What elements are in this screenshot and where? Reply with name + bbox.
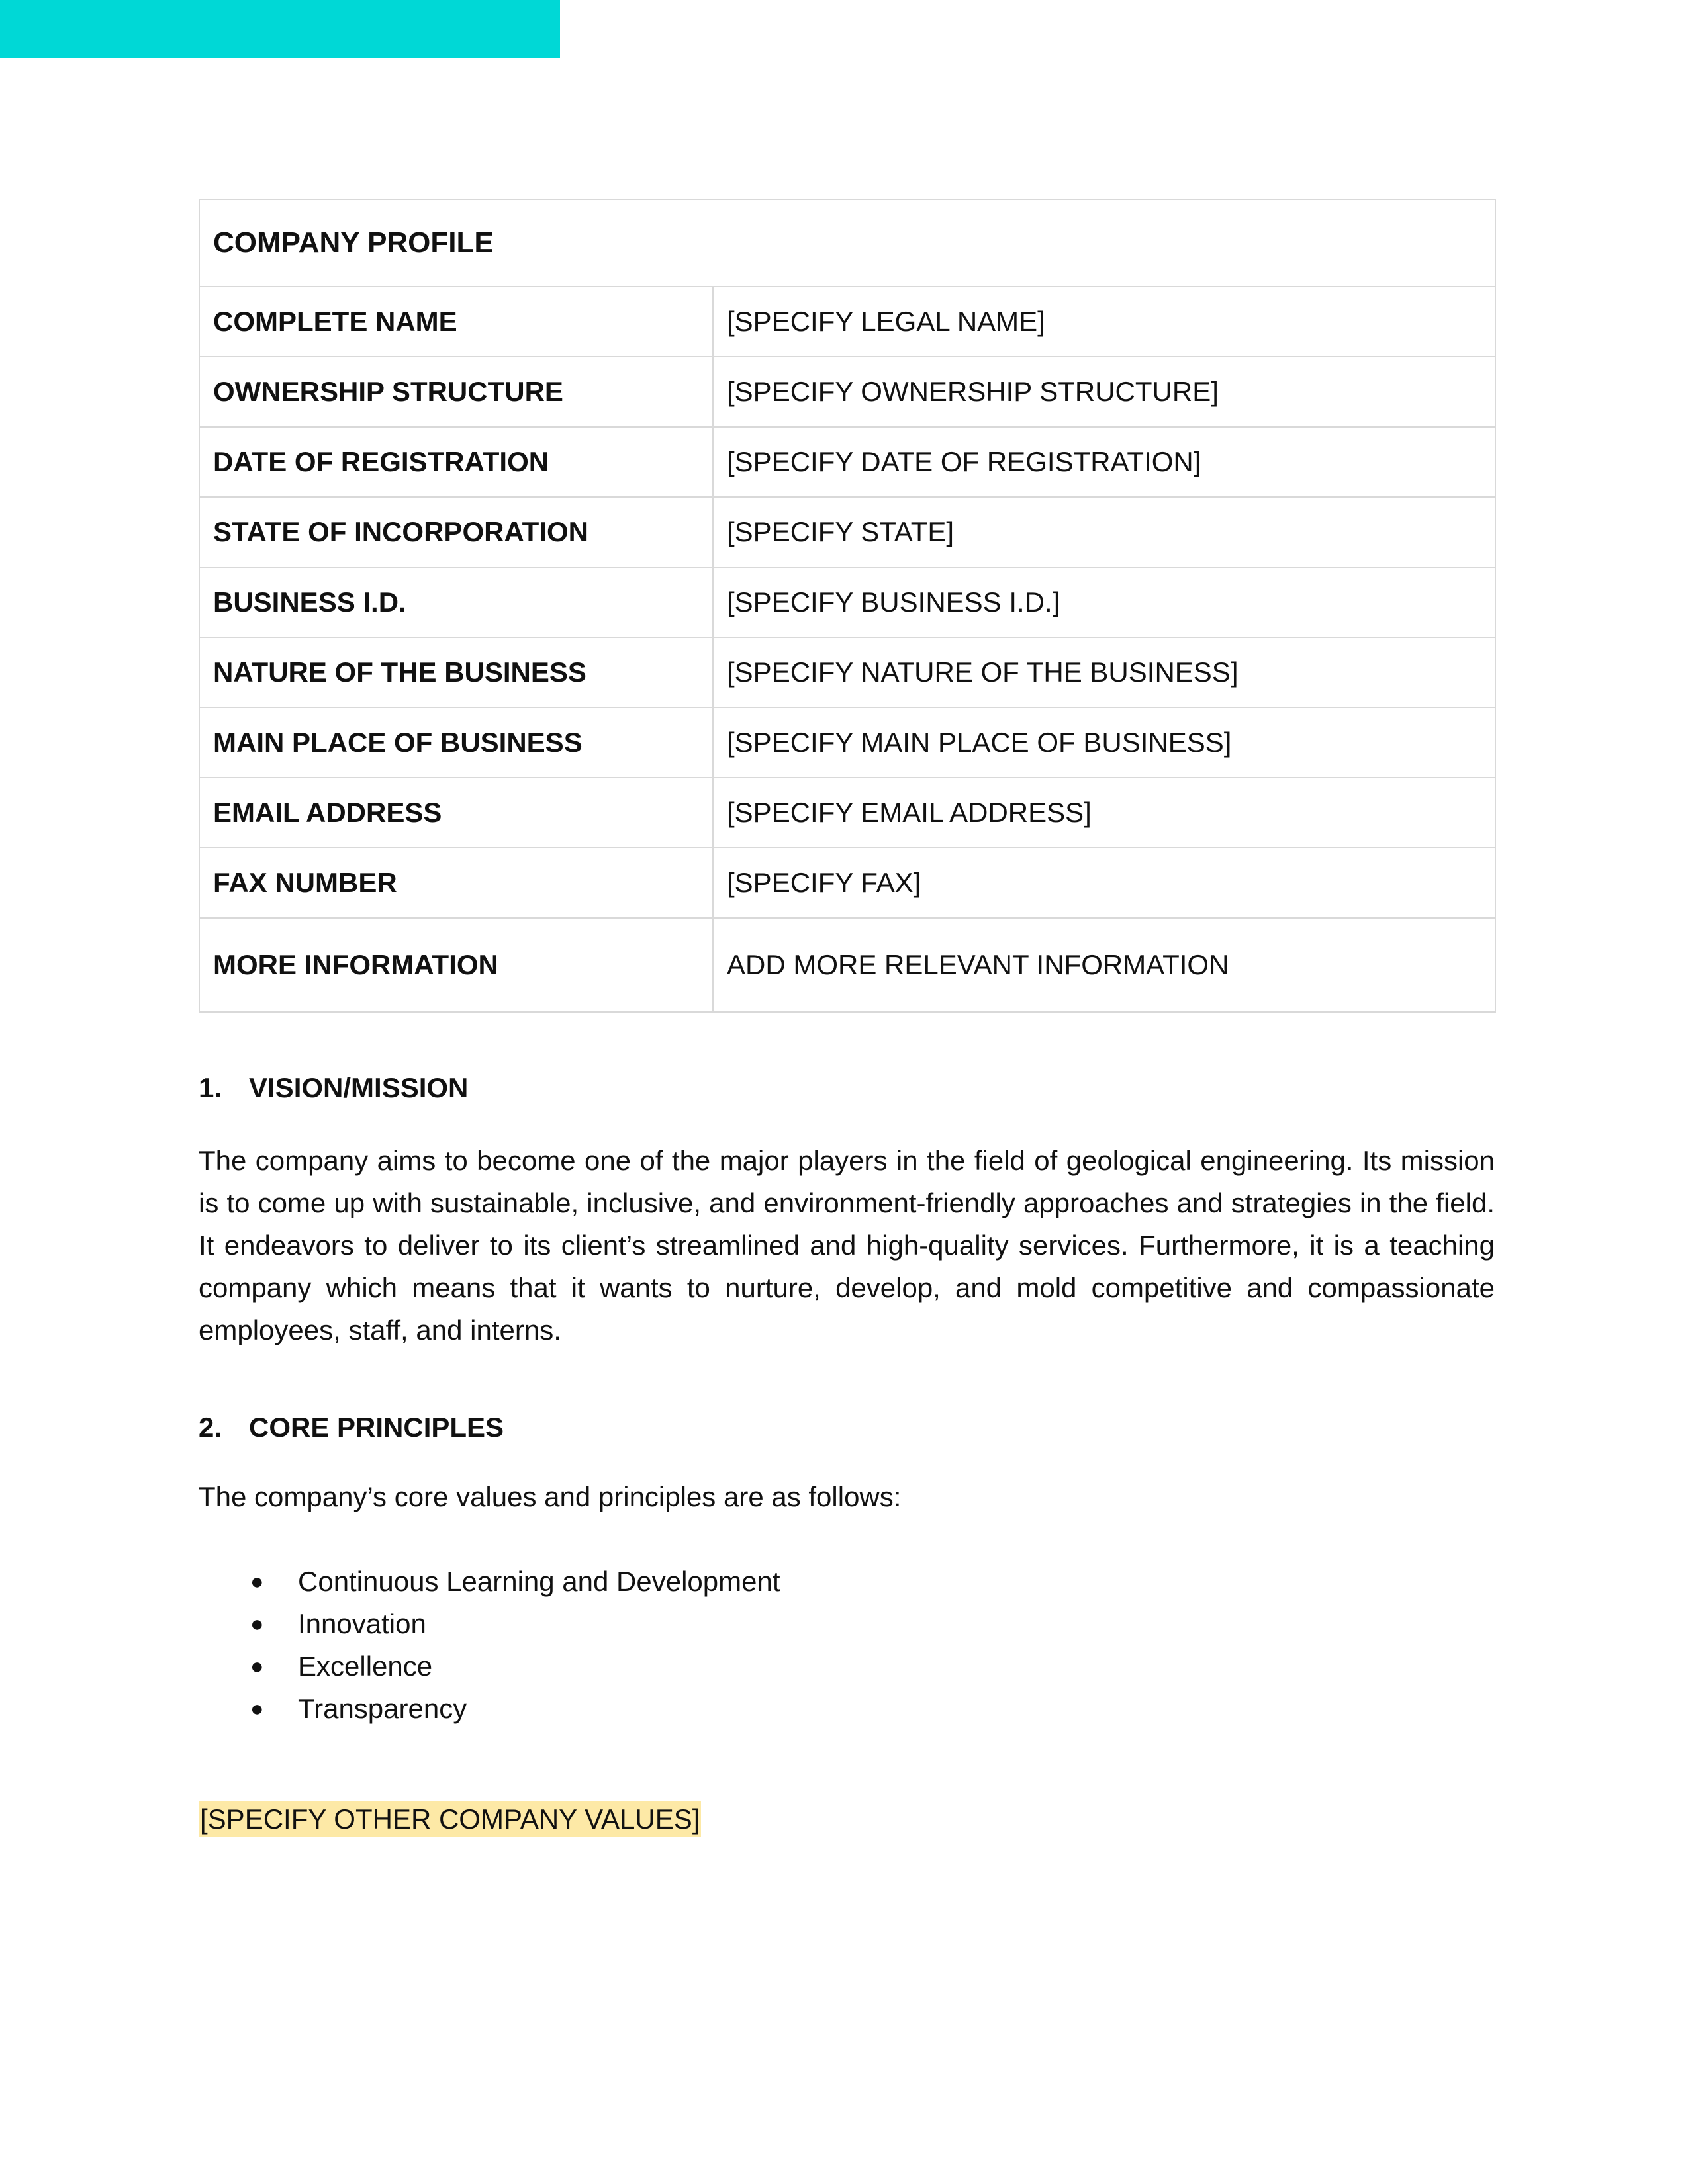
row-value: [SPECIFY FAX] [713, 848, 1495, 918]
principles-intro: The company’s core values and principles are as follows: [199, 1481, 902, 1512]
table-row [199, 778, 1495, 848]
section-number: 1. [199, 1072, 222, 1103]
bullet-icon: ● [250, 1569, 264, 1594]
list-item-text: Innovation [298, 1608, 426, 1639]
row-label: MAIN PLACE OF BUSINESS [199, 707, 713, 778]
row-label: DATE OF REGISTRATION [199, 427, 713, 497]
table-row [199, 567, 1495, 637]
list-item [199, 1561, 780, 1603]
table-title-row [199, 199, 1495, 287]
table-row [199, 637, 1495, 707]
section-title: CORE PRINCIPLES [249, 1412, 504, 1443]
list-item [199, 1603, 780, 1645]
list-item-text: Transparency [298, 1693, 467, 1724]
list-item [199, 1688, 780, 1730]
section-heading-vision [199, 1072, 468, 1104]
document-page [199, 199, 1495, 1835]
row-value: [SPECIFY EMAIL ADDRESS] [713, 778, 1495, 848]
list-item [199, 1645, 780, 1688]
list-item-text: Excellence [298, 1651, 433, 1682]
row-value: [SPECIFY STATE] [713, 497, 1495, 567]
company-profile-table [199, 199, 1496, 1013]
row-label: MORE INFORMATION [199, 918, 713, 1012]
other-values-placeholder: [SPECIFY OTHER COMPANY VALUES] [199, 1801, 701, 1837]
row-value: [SPECIFY BUSINESS I.D.] [713, 567, 1495, 637]
row-value: [SPECIFY LEGAL NAME] [713, 287, 1495, 357]
bullet-icon: ● [250, 1612, 264, 1637]
row-label: COMPLETE NAME [199, 287, 713, 357]
table-row [199, 848, 1495, 918]
row-value: [SPECIFY DATE OF REGISTRATION] [713, 427, 1495, 497]
core-values-list [199, 1561, 780, 1730]
table-row [199, 707, 1495, 778]
section-number: 2. [199, 1412, 222, 1443]
bullet-icon: ● [250, 1654, 264, 1679]
table-row [199, 287, 1495, 357]
table-row [199, 427, 1495, 497]
row-label: OWNERSHIP STRUCTURE [199, 357, 713, 427]
accent-bar [0, 0, 560, 58]
row-label: STATE OF INCORPORATION [199, 497, 713, 567]
row-label: FAX NUMBER [199, 848, 713, 918]
row-label: BUSINESS I.D. [199, 567, 713, 637]
bullet-icon: ● [250, 1696, 264, 1721]
table-title: COMPANY PROFILE [199, 199, 1495, 287]
row-value: [SPECIFY MAIN PLACE OF BUSINESS] [713, 707, 1495, 778]
section-heading-principles [199, 1412, 504, 1443]
row-value: ADD MORE RELEVANT INFORMATION [713, 918, 1495, 1012]
section-title: VISION/MISSION [249, 1072, 469, 1103]
table-row [199, 497, 1495, 567]
row-value: [SPECIFY OWNERSHIP STRUCTURE] [713, 357, 1495, 427]
row-value: [SPECIFY NATURE OF THE BUSINESS] [713, 637, 1495, 707]
list-item-text: Continuous Learning and Development [298, 1566, 780, 1597]
row-label: EMAIL ADDRESS [199, 778, 713, 848]
table-row [199, 357, 1495, 427]
row-label: NATURE OF THE BUSINESS [199, 637, 713, 707]
vision-paragraph: The company aims to become one of the major players in the field of geological engineering. Its mission is to come up with sustainable, inclusive, and environment-friendly approaches and strategies in the field. It endeavors to deliver to its client’s streamlined and high-quality services. Furthermore, it is a teaching company which means that it wants to nurture, develop, and mold competitive and compassionate employees, staff, and interns. [199, 1145, 1495, 1345]
table-row [199, 918, 1495, 1012]
